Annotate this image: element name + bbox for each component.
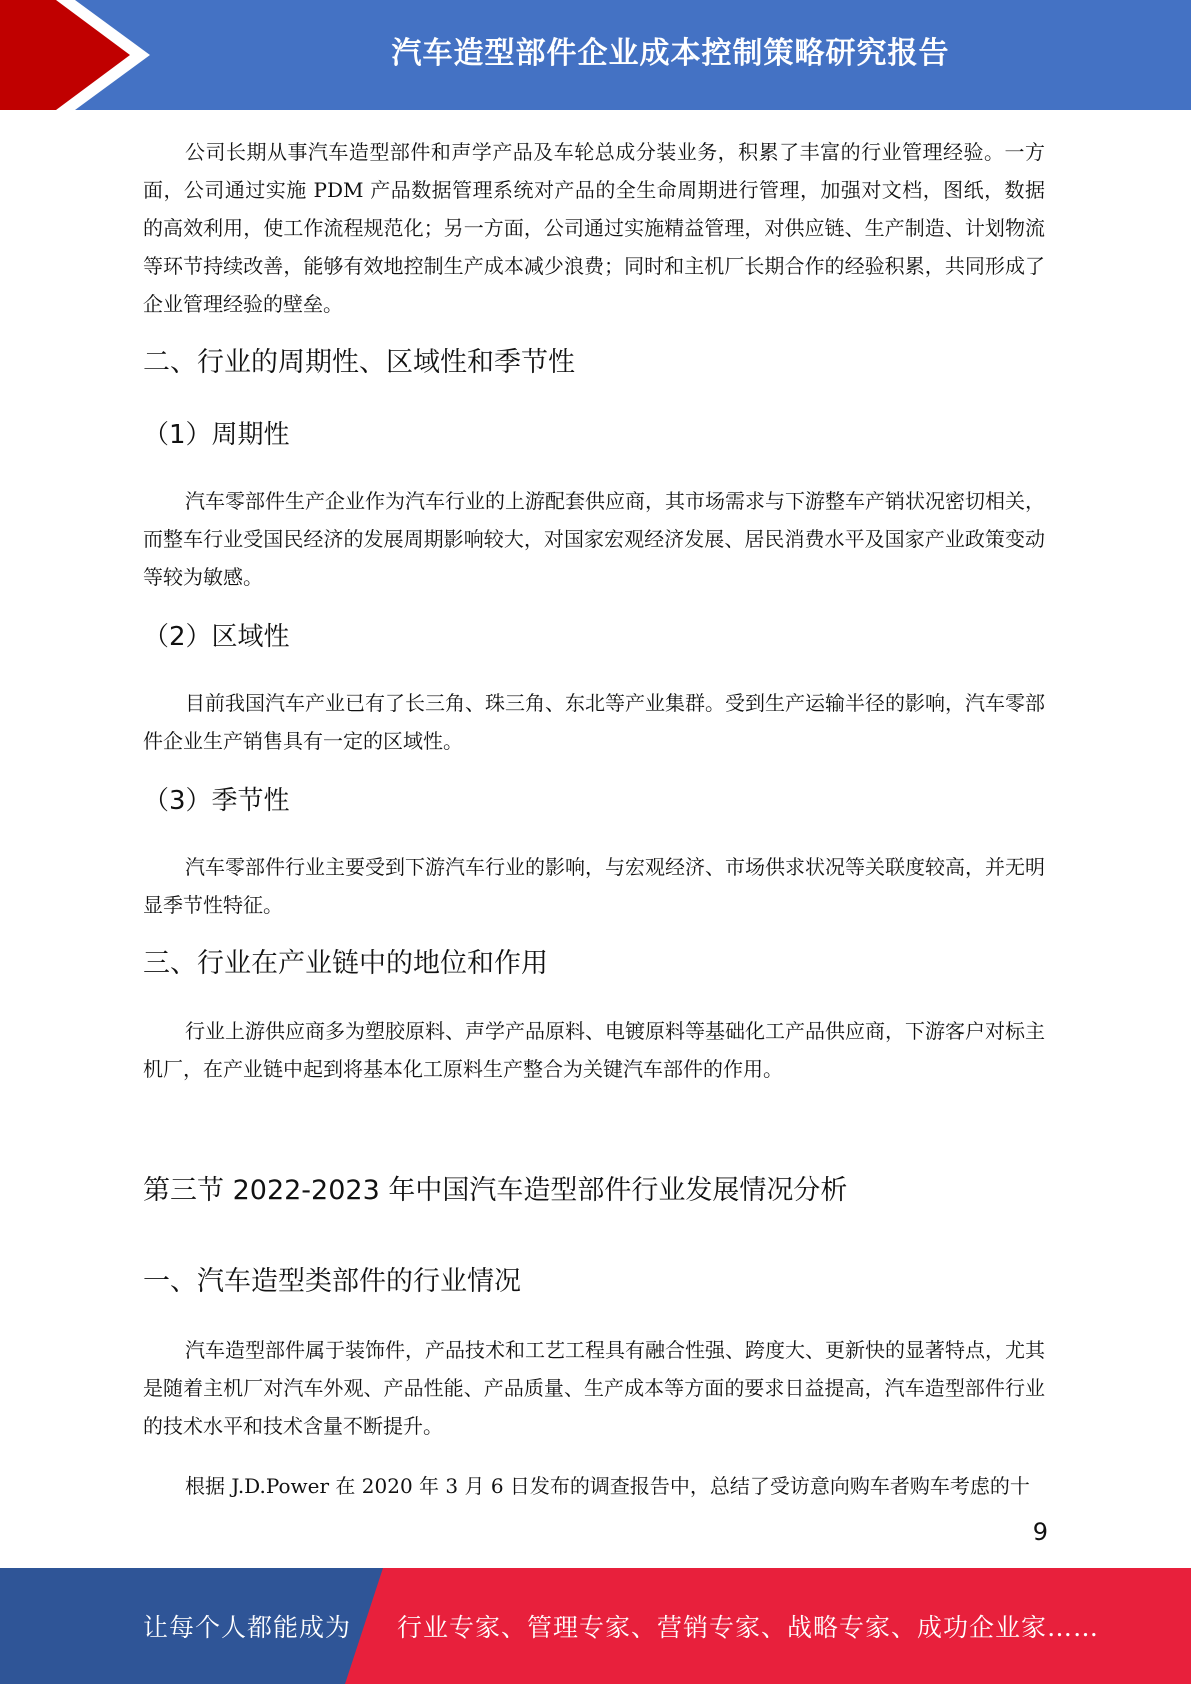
heading-cyclicality-regionality-seasonality: 二、行业的周期性、区域性和季节性 (143, 347, 575, 378)
footer-slogan-right: 行业专家、管理专家、营销专家、战略专家、成功企业家…… (397, 1613, 1100, 1642)
paragraph-regionality: 目前我国汽车产业已有了长三角、珠三角、东北等产业集群。受到生产运输半径的影响，汽车零部件企业生产销售具有一定的区域性。 (143, 691, 1045, 753)
paragraph-management-experience: 公司长期从事汽车造型部件和声学产品及车轮总成分装业务，积累了丰富的行业管理经验。一方面，公司通过实施 PDM 产品数据管理系统对产品的全生命周期进行管理，加强对文档，图纸，数据的高效利用，使工作流程规范化；另一方面，公司通过实施精益管理，对供应链、生产制造、计划物流等环节持续改善，能够有效地控制生产成本减少浪费；同时和主机厂长期合作的经验积累，共同形成了企业管理经验的壁垒。 (143, 140, 1045, 316)
header-red-arrow (0, 0, 130, 110)
subheading-seasonality: （3）季节性 (143, 786, 290, 816)
section-title: 第三节 2022-2023 年中国汽车造型部件行业发展情况分析 (143, 1175, 848, 1206)
footer-slogan-left: 让每个人都能成为 (143, 1613, 352, 1642)
subheading-regionality: （2）区域性 (143, 622, 290, 652)
paragraph-cyclicality: 汽车零部件生产企业作为汽车行业的上游配套供应商，其市场需求与下游整车产销状况密切相关，而整车行业受国民经济的发展周期影响较大，对国家宏观经济发展、居民消费水平及国家产业政策变动等较为敏感。 (143, 489, 1045, 589)
heading-styling-parts-industry: 一、汽车造型类部件的行业情况 (143, 1266, 521, 1297)
paragraph-seasonality: 汽车零部件行业主要受到下游汽车行业的影响，与宏观经济、市场供求状况等关联度较高，并无明显季节性特征。 (143, 855, 1045, 917)
subheading-cyclicality: （1）周期性 (143, 420, 290, 450)
paragraph-styling-parts-industry: 汽车造型部件属于装饰件，产品技术和工艺工程具有融合性强、跨度大、更新快的显著特点，尤其是随着主机厂对汽车外观、产品性能、产品质量、生产成本等方面的要求日益提高，汽车造型部件行业的技术水平和技术含量不断提升。 (143, 1338, 1045, 1438)
paragraph-industry-chain-role: 行业上游供应商多为塑胶原料、声学产品原料、电镀原料等基础化工产品供应商，下游客户对标主机厂，在产业链中起到将基本化工原料生产整合为关键汽车部件的作用。 (143, 1019, 1045, 1081)
report-title: 汽车造型部件企业成本控制策略研究报告 (391, 36, 950, 71)
page-header (0, 0, 1191, 110)
heading-industry-chain-role: 三、行业在产业链中的地位和作用 (143, 948, 548, 979)
paragraph-jd-power: 根据 J.D.Power 在 2020 年 3 月 6 日发布的调查报告中，总结了受访意向购车者购车考虑的十 (185, 1474, 1030, 1498)
page-number: 9 (1032, 1518, 1048, 1546)
page-footer (0, 1568, 1191, 1684)
